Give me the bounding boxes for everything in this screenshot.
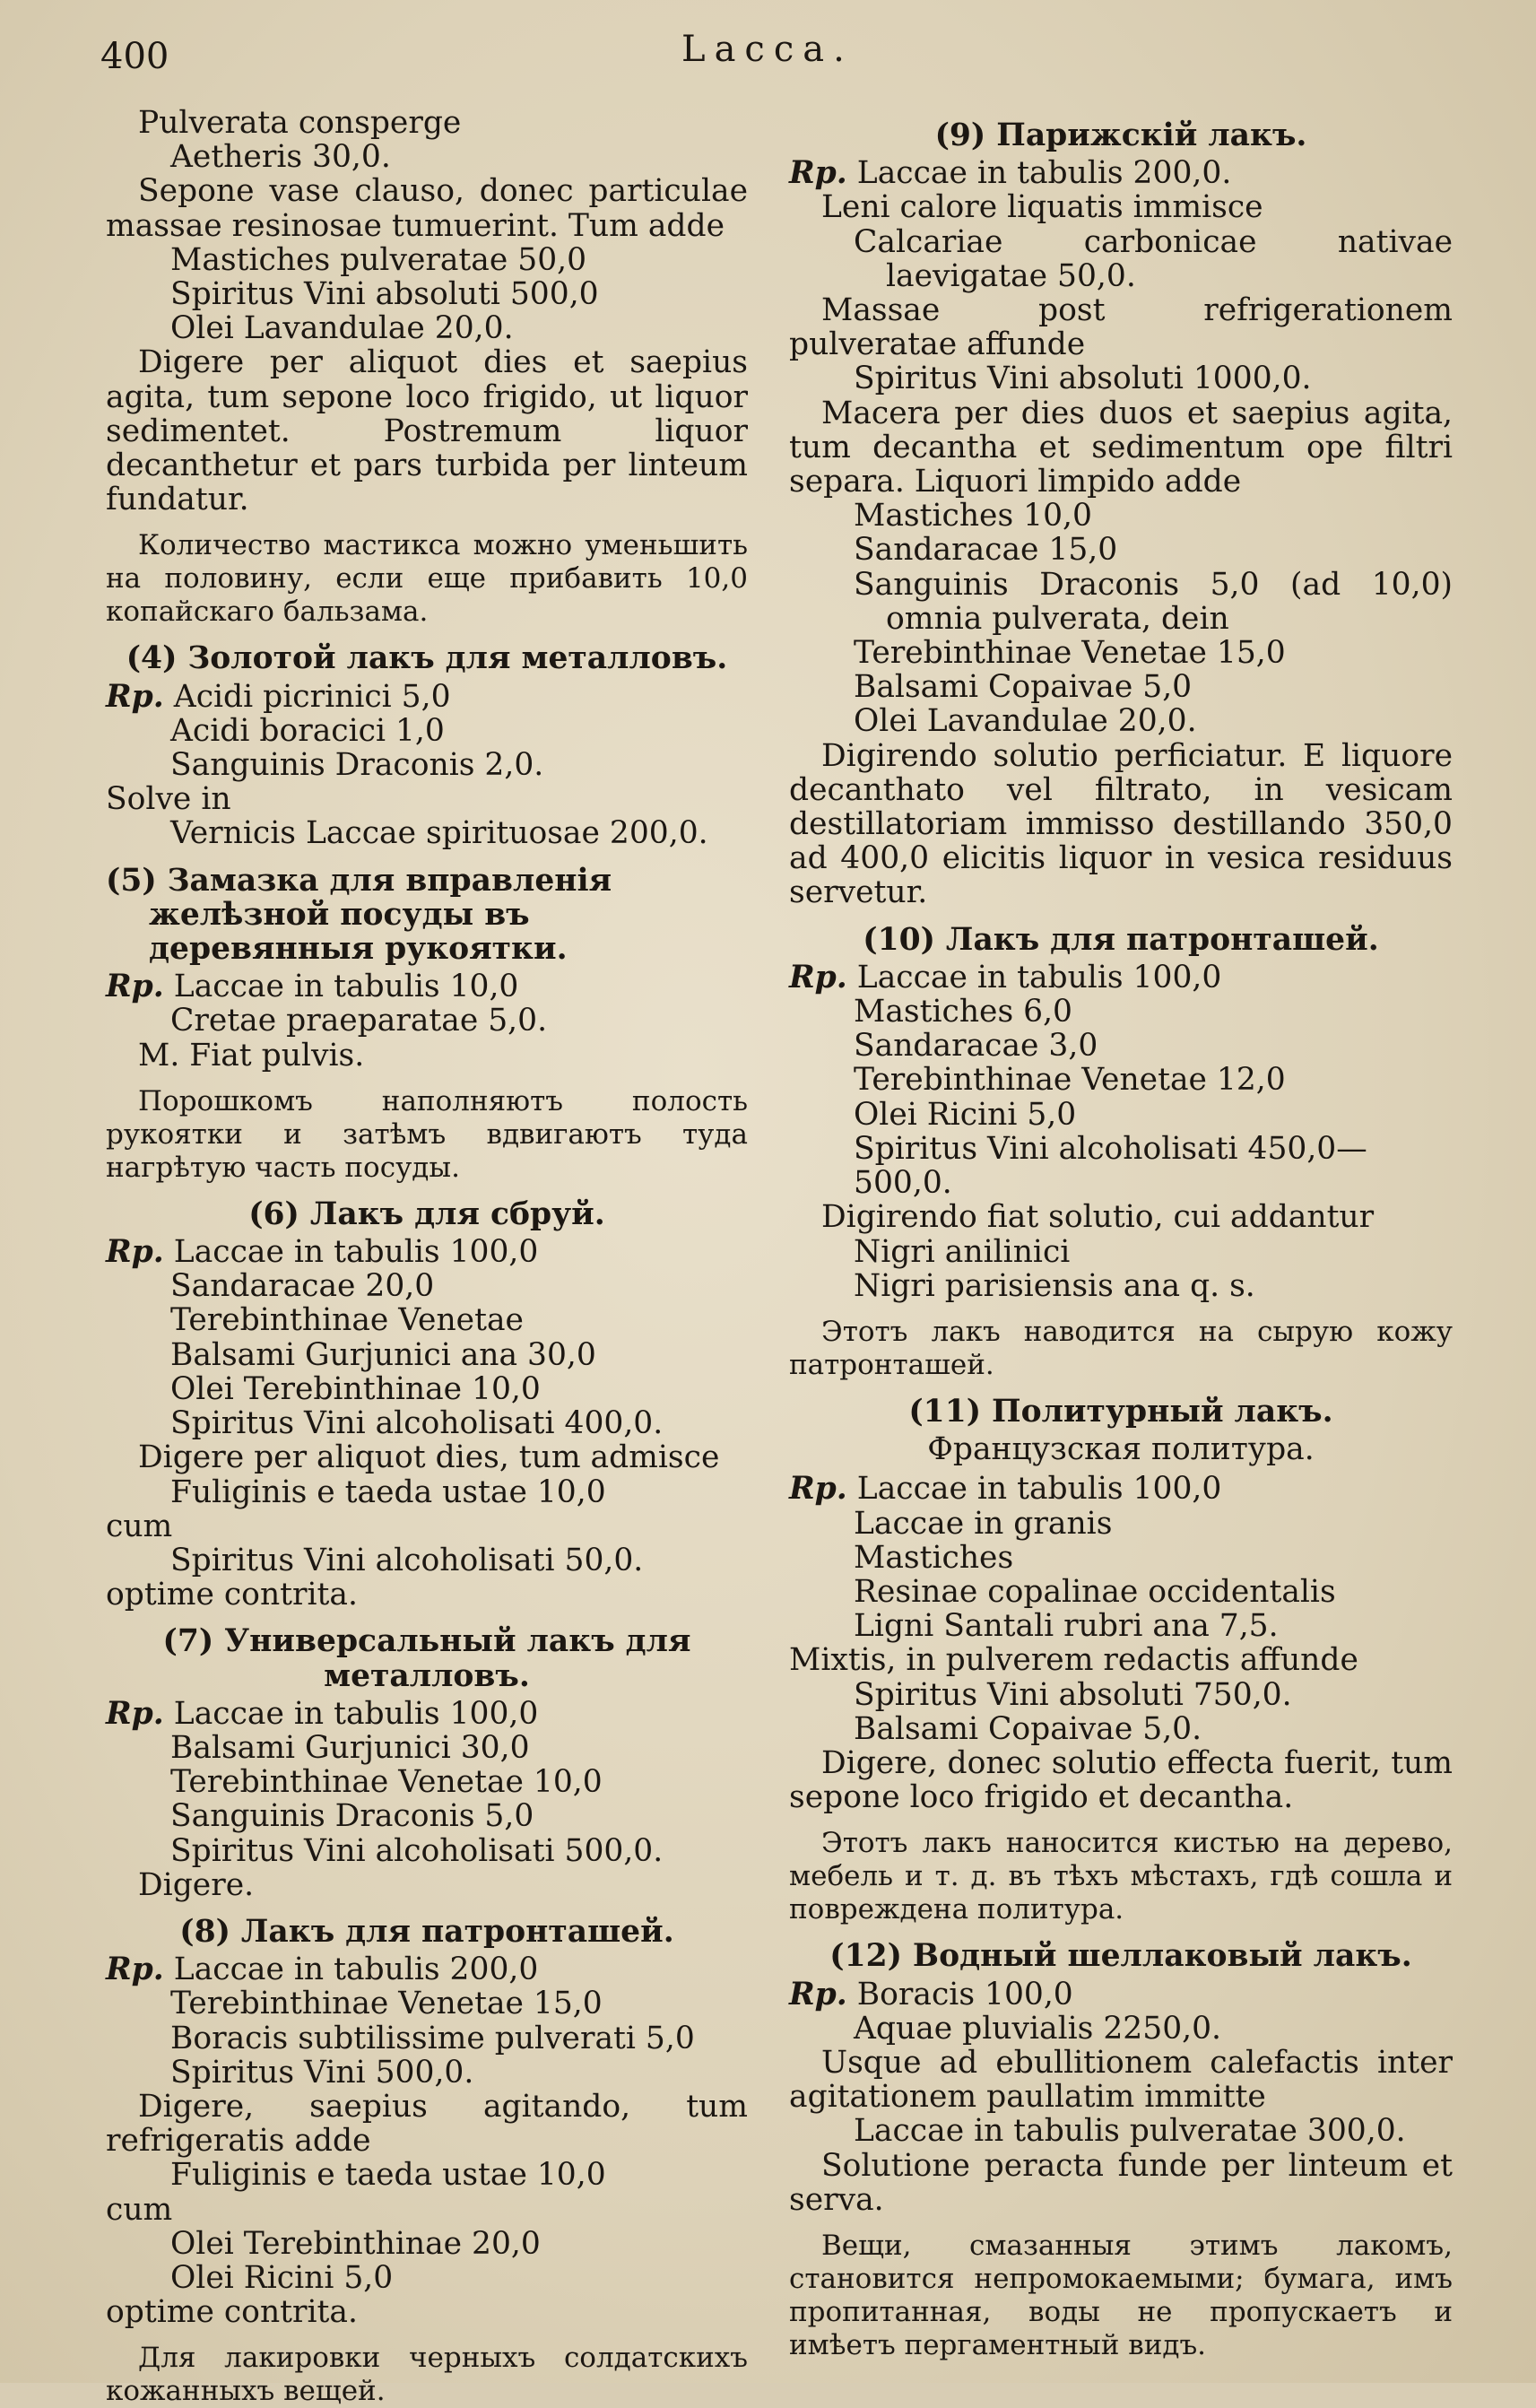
line-text: M. Fiat pulvis. bbox=[138, 1037, 365, 1074]
line-text: Balsami Gurjunici ana 30,0 bbox=[170, 1336, 596, 1373]
line-text: Balsami Copaivae 5,0 bbox=[854, 669, 1193, 706]
line-text: Vernicis Laccae spirituosae 200,0. bbox=[170, 815, 708, 852]
line-text: Calcariae carbonicae nativae laevigatae 50,0. bbox=[854, 223, 1462, 294]
text-line bbox=[106, 1799, 748, 1833]
line-text: Spiritus Vini absoluti 500,0 bbox=[170, 276, 599, 313]
line-text: Mastiches bbox=[854, 1539, 1014, 1576]
text-line bbox=[106, 1039, 748, 1073]
text-line bbox=[106, 1868, 748, 1902]
text-line bbox=[106, 173, 758, 244]
line-text: Terebinthinae Venetae bbox=[170, 1302, 524, 1339]
text-line bbox=[789, 566, 1462, 637]
line-text: Fuliginis e taeda ustae 10,0 bbox=[170, 1473, 606, 1510]
line-text: Digirendo fiat solutio, cui addantur bbox=[821, 1199, 1375, 1236]
line-text: Ligni Santali rubri ana 7,5. bbox=[854, 1608, 1279, 1645]
line-text: (10) Лакъ для патронташей. bbox=[863, 921, 1379, 958]
line-text: Digirendo solutio perficiatur. E liquore decanthato vel filtrato, in vesicam destillatoriam immisso destillando 350,0 ad 400,0 elicitis liquor in vesica residuus servetur. bbox=[789, 737, 1462, 911]
text-line bbox=[106, 1269, 748, 1303]
text-line bbox=[789, 1609, 1453, 1643]
line-text: Acidi picrinici 5,0 bbox=[163, 678, 451, 715]
line-text: Olei Lavandulae 20,0. bbox=[854, 703, 1197, 740]
line-text: Mixtis, in pulverem redactis affunde bbox=[789, 1642, 1358, 1679]
text-line bbox=[789, 223, 1462, 294]
line-text: Sandaracae 3,0 bbox=[854, 1028, 1098, 1065]
line-text: Olei Terebinthinae 10,0 bbox=[170, 1370, 541, 1407]
line-text: Laccae in tabulis 10,0 bbox=[163, 969, 519, 1005]
recipe-heading bbox=[106, 641, 748, 675]
rp-abbreviation: Rp. bbox=[789, 155, 847, 192]
recipe-heading bbox=[789, 118, 1453, 152]
prescription-line bbox=[789, 1978, 1453, 2012]
text-line bbox=[789, 737, 1462, 911]
line-text: cum bbox=[106, 1508, 173, 1544]
prescription-line bbox=[106, 1952, 748, 1986]
text-line bbox=[789, 1643, 1453, 1677]
page-number: 400 bbox=[100, 36, 169, 77]
text-line bbox=[789, 636, 1453, 670]
line-text: Количество мастикса можно уменьшить на половину, если еще прибавить 10,0 копайскаго бальзама. bbox=[106, 529, 757, 629]
recipe-heading bbox=[789, 1395, 1453, 1429]
line-text: Pulverata consperge bbox=[138, 105, 462, 141]
prescription-line bbox=[789, 1472, 1453, 1506]
line-text: Laccae in tabulis pulveratae 300,0. bbox=[854, 2113, 1406, 2150]
text-line bbox=[106, 2088, 758, 2160]
text-line bbox=[789, 2229, 1462, 2362]
line-text: (6) Лакъ для сбруй. bbox=[248, 1195, 605, 1232]
line-text: Aetheris 30,0. bbox=[170, 139, 391, 176]
text-line bbox=[789, 292, 1462, 363]
text-line bbox=[106, 1509, 748, 1543]
text-line bbox=[106, 311, 748, 345]
line-text: Terebinthinae Venetae 15,0 bbox=[170, 1986, 603, 2022]
line-text: Sanguinis Draconis 2,0. bbox=[170, 747, 544, 784]
recipe-heading bbox=[106, 1915, 748, 1949]
text-line bbox=[106, 1834, 748, 1868]
prescription-line bbox=[106, 680, 748, 714]
line-text: Spiritus Vini absoluti 750,0. bbox=[854, 1676, 1292, 1713]
text-line bbox=[789, 1678, 1453, 1712]
line-text: Sanguinis Draconis 5,0 bbox=[170, 1798, 534, 1835]
line-text: optime contrita. bbox=[106, 2294, 358, 2331]
line-text: Digere per aliquot dies, tum admisce bbox=[138, 1439, 720, 1476]
text-line bbox=[106, 1731, 748, 1765]
line-text: Spiritus Vini alcoholisati 500,0. bbox=[170, 1832, 664, 1869]
line-text: Boracis 100,0 bbox=[846, 1976, 1073, 2012]
text-line bbox=[789, 1269, 1453, 1303]
line-text: Этотъ лакъ наводится на сырую кожу патронташей. bbox=[789, 1315, 1462, 1381]
text-line bbox=[106, 1986, 748, 2021]
line-text: Solutione peracta funde per linteum et serva. bbox=[789, 2147, 1462, 2218]
text-line bbox=[789, 2044, 1462, 2116]
text-line bbox=[789, 1432, 1453, 1466]
line-text: Sepone vase clauso, donec particulae massae resinosae tumuerint. Tum adde bbox=[106, 173, 758, 244]
line-text: Massae post refrigerationem pulveratae affunde bbox=[789, 292, 1462, 363]
text-line bbox=[789, 1575, 1453, 1609]
left-column bbox=[106, 105, 758, 2408]
text-line bbox=[789, 395, 1462, 500]
line-text: Mastiches pulveratae 50,0 bbox=[170, 241, 587, 278]
line-text: Spiritus Vini alcoholisati 400,0. bbox=[170, 1405, 664, 1442]
line-text: Usque ad ebullitionem calefactis inter agitationem paullatim immitte bbox=[789, 2044, 1462, 2116]
right-column bbox=[789, 106, 1462, 2362]
line-text: Для лакировки черныхъ солдатскихъ кожанныхъ вещей. bbox=[106, 2342, 757, 2408]
text-line bbox=[106, 140, 748, 174]
text-line bbox=[789, 533, 1453, 567]
line-text: (5) Замазка для вправленія желѣзной посуды въ деревянныя рукоятки. bbox=[106, 862, 623, 968]
line-text: Terebinthinae Venetae 12,0 bbox=[854, 1062, 1286, 1099]
line-text: Fuliginis e taeda ustae 10,0 bbox=[170, 2157, 606, 2194]
line-text: Olei Ricini 5,0 bbox=[170, 2259, 394, 2296]
line-text: Boracis subtilissime pulverati 5,0 bbox=[170, 2020, 695, 2056]
text-line bbox=[789, 190, 1453, 224]
text-line bbox=[106, 1543, 748, 1578]
line-text: Французская политура. bbox=[927, 1431, 1315, 1468]
rp-abbreviation: Rp. bbox=[106, 1695, 164, 1732]
line-text: Порошкомъ наполняютъ полость рукоятки и затѣмъ вдвигаютъ туда нагрѣтую часть посуды. bbox=[106, 1084, 757, 1184]
line-text: (12) Водный шеллаковый лакъ. bbox=[829, 1938, 1412, 1975]
text-line bbox=[106, 106, 748, 140]
recipe-heading bbox=[789, 923, 1453, 957]
text-line bbox=[106, 1440, 748, 1474]
running-title: Lacca. bbox=[681, 29, 854, 70]
line-text: Spiritus Vini alcoholisati 450,0—500,0. bbox=[854, 1130, 1367, 1202]
text-line bbox=[106, 1303, 748, 1337]
line-text: Olei Ricini 5,0 bbox=[854, 1096, 1077, 1133]
text-line bbox=[106, 1084, 757, 1185]
line-text: Sanguinis Draconis 5,0 (ad 10,0) omnia pulverata, dein bbox=[854, 566, 1462, 637]
text-line bbox=[789, 2147, 1462, 2218]
text-line bbox=[106, 2021, 748, 2056]
recipe-heading bbox=[789, 1939, 1453, 1973]
text-line bbox=[789, 1712, 1453, 1746]
line-text: optime contrita. bbox=[106, 1577, 358, 1613]
line-text: (4) Золотой лакъ для металловъ. bbox=[126, 640, 728, 677]
line-text: (7) Универсальный лакъ для металловъ. bbox=[162, 1623, 702, 1694]
line-text: Spiritus Vini alcoholisati 50,0. bbox=[170, 1542, 644, 1578]
line-text: Aquae pluvialis 2250,0. bbox=[854, 2010, 1222, 2047]
line-text: Этотъ лакъ наносится кистью на дерево, мебель и т. д. въ тѣхъ мѣстахъ, гдѣ сошла и повреждена политура. bbox=[789, 1827, 1462, 1926]
text-line bbox=[106, 1406, 748, 1440]
text-line bbox=[106, 2056, 748, 2090]
rp-abbreviation: Rp. bbox=[789, 959, 847, 995]
line-text: Resinae copalinae occidentalis bbox=[854, 1573, 1336, 1610]
line-text: Terebinthinae Venetae 15,0 bbox=[854, 635, 1286, 672]
line-text: Olei Terebinthinae 20,0 bbox=[170, 2225, 541, 2262]
line-text: Laccae in tabulis 200,0 bbox=[163, 1952, 539, 1988]
text-line bbox=[789, 995, 1453, 1029]
text-line bbox=[789, 1029, 1453, 1063]
line-text: Solve in bbox=[106, 781, 231, 818]
text-line bbox=[789, 1200, 1453, 1234]
line-text: Laccae in tabulis 100,0 bbox=[846, 959, 1222, 995]
text-line bbox=[106, 2158, 748, 2192]
text-line bbox=[106, 529, 757, 629]
text-line bbox=[106, 2261, 748, 2295]
rp-abbreviation: Rp. bbox=[789, 1976, 847, 2012]
line-text: Вещи, смазанныя этимъ лакомъ, становится непромокаемыми; бумага, имъ пропитанная, воды не пропускаетъ и имѣетъ пергаментный видъ. bbox=[789, 2229, 1462, 2361]
line-text: Laccae in tabulis 100,0 bbox=[163, 1234, 539, 1271]
line-text: Mastiches 10,0 bbox=[854, 498, 1092, 535]
text-line bbox=[789, 2114, 1453, 2148]
recipe-heading bbox=[106, 1624, 748, 1692]
text-line bbox=[789, 1315, 1462, 1382]
line-text: Digere, saepius agitando, tum refrigeratis adde bbox=[106, 2088, 758, 2160]
line-text: Acidi boracici 1,0 bbox=[170, 712, 445, 749]
text-line bbox=[106, 277, 748, 311]
text-line bbox=[106, 2295, 748, 2329]
text-line bbox=[789, 704, 1453, 738]
text-line bbox=[106, 2342, 757, 2408]
prescription-line bbox=[106, 969, 748, 1004]
text-line bbox=[789, 1098, 1453, 1132]
page-header bbox=[0, 27, 1536, 81]
line-text: Balsami Copaivae 5,0. bbox=[854, 1710, 1202, 1747]
text-line bbox=[106, 1372, 748, 1406]
text-line bbox=[789, 1541, 1453, 1575]
line-text: Nigri anilinici bbox=[854, 1233, 1071, 1270]
line-text: Laccae in granis bbox=[854, 1505, 1113, 1542]
text-line bbox=[106, 243, 748, 277]
line-text: Olei Lavandulae 20,0. bbox=[170, 310, 514, 347]
prescription-line bbox=[789, 156, 1453, 190]
line-text: Macera per dies duos et saepius agita, tum decantha et sedimentum ope filtri separa. Liquori limpido adde bbox=[789, 395, 1462, 500]
text-line bbox=[106, 2227, 748, 2261]
line-text: Sandaracae 15,0 bbox=[854, 532, 1118, 569]
text-line bbox=[789, 1132, 1453, 1200]
rp-abbreviation: Rp. bbox=[106, 969, 164, 1005]
line-text: Terebinthinae Venetae 10,0 bbox=[170, 1764, 603, 1801]
prescription-line bbox=[106, 1235, 748, 1269]
rp-abbreviation: Rp. bbox=[106, 678, 164, 715]
text-line bbox=[106, 1765, 748, 1799]
text-line bbox=[789, 670, 1453, 704]
line-text: Leni calore liquatis immisce bbox=[821, 189, 1263, 226]
rp-abbreviation: Rp. bbox=[106, 1952, 164, 1988]
recipe-heading bbox=[106, 1197, 748, 1231]
text-line bbox=[789, 1235, 1453, 1269]
line-text: Mastiches 6,0 bbox=[854, 994, 1072, 1030]
prescription-line bbox=[789, 961, 1453, 995]
line-text: cum bbox=[106, 2191, 173, 2228]
line-text: Digere, donec solutio effecta fuerit, tum sepone loco frigido et decantha. bbox=[789, 1744, 1462, 1816]
rp-abbreviation: Rp. bbox=[789, 1471, 847, 1508]
line-text: (8) Лакъ для патронташей. bbox=[179, 1913, 674, 1950]
line-text: Laccae in tabulis 200,0. bbox=[846, 155, 1232, 192]
line-text: Nigri parisiensis ana q. s. bbox=[854, 1267, 1255, 1304]
rp-abbreviation: Rp. bbox=[106, 1234, 164, 1271]
line-text: Digere. bbox=[138, 1866, 255, 1903]
text-line bbox=[789, 361, 1453, 396]
recipe-heading bbox=[106, 864, 748, 967]
text-line bbox=[789, 2012, 1453, 2046]
text-line bbox=[106, 782, 748, 816]
text-line bbox=[106, 2193, 748, 2227]
text-line bbox=[789, 1063, 1453, 1097]
line-text: Digere per aliquot dies et saepius agita, tum sepone loco frigido, ut liquor sedimentet. Postremum liquor decanthetur et pars turbida per linteum fundatur. bbox=[106, 344, 758, 518]
text-line bbox=[789, 1507, 1453, 1541]
line-text: Spiritus Vini absoluti 1000,0. bbox=[854, 361, 1312, 397]
text-line bbox=[789, 1744, 1462, 1816]
text-line bbox=[106, 344, 758, 518]
text-line bbox=[106, 1004, 748, 1038]
text-line bbox=[789, 499, 1453, 533]
text-line bbox=[106, 1578, 748, 1612]
text-line bbox=[106, 816, 748, 850]
text-line bbox=[106, 714, 748, 748]
line-text: (9) Парижскій лакъ. bbox=[934, 117, 1307, 153]
line-text: Balsami Gurjunici 30,0 bbox=[170, 1729, 530, 1766]
line-text: (11) Политурный лакъ. bbox=[908, 1393, 1333, 1430]
line-text: Cretae praeparatae 5,0. bbox=[170, 1003, 548, 1039]
line-text: Laccae in tabulis 100,0 bbox=[846, 1471, 1222, 1508]
text-line bbox=[106, 1338, 748, 1372]
text-line bbox=[789, 1827, 1462, 1926]
prescription-line bbox=[106, 1697, 748, 1731]
line-text: Sandaracae 20,0 bbox=[170, 1268, 435, 1305]
text-line bbox=[106, 1475, 748, 1509]
line-text: Laccae in tabulis 100,0 bbox=[163, 1695, 539, 1732]
text-line bbox=[106, 748, 748, 782]
line-text: Spiritus Vini 500,0. bbox=[170, 2054, 474, 2091]
